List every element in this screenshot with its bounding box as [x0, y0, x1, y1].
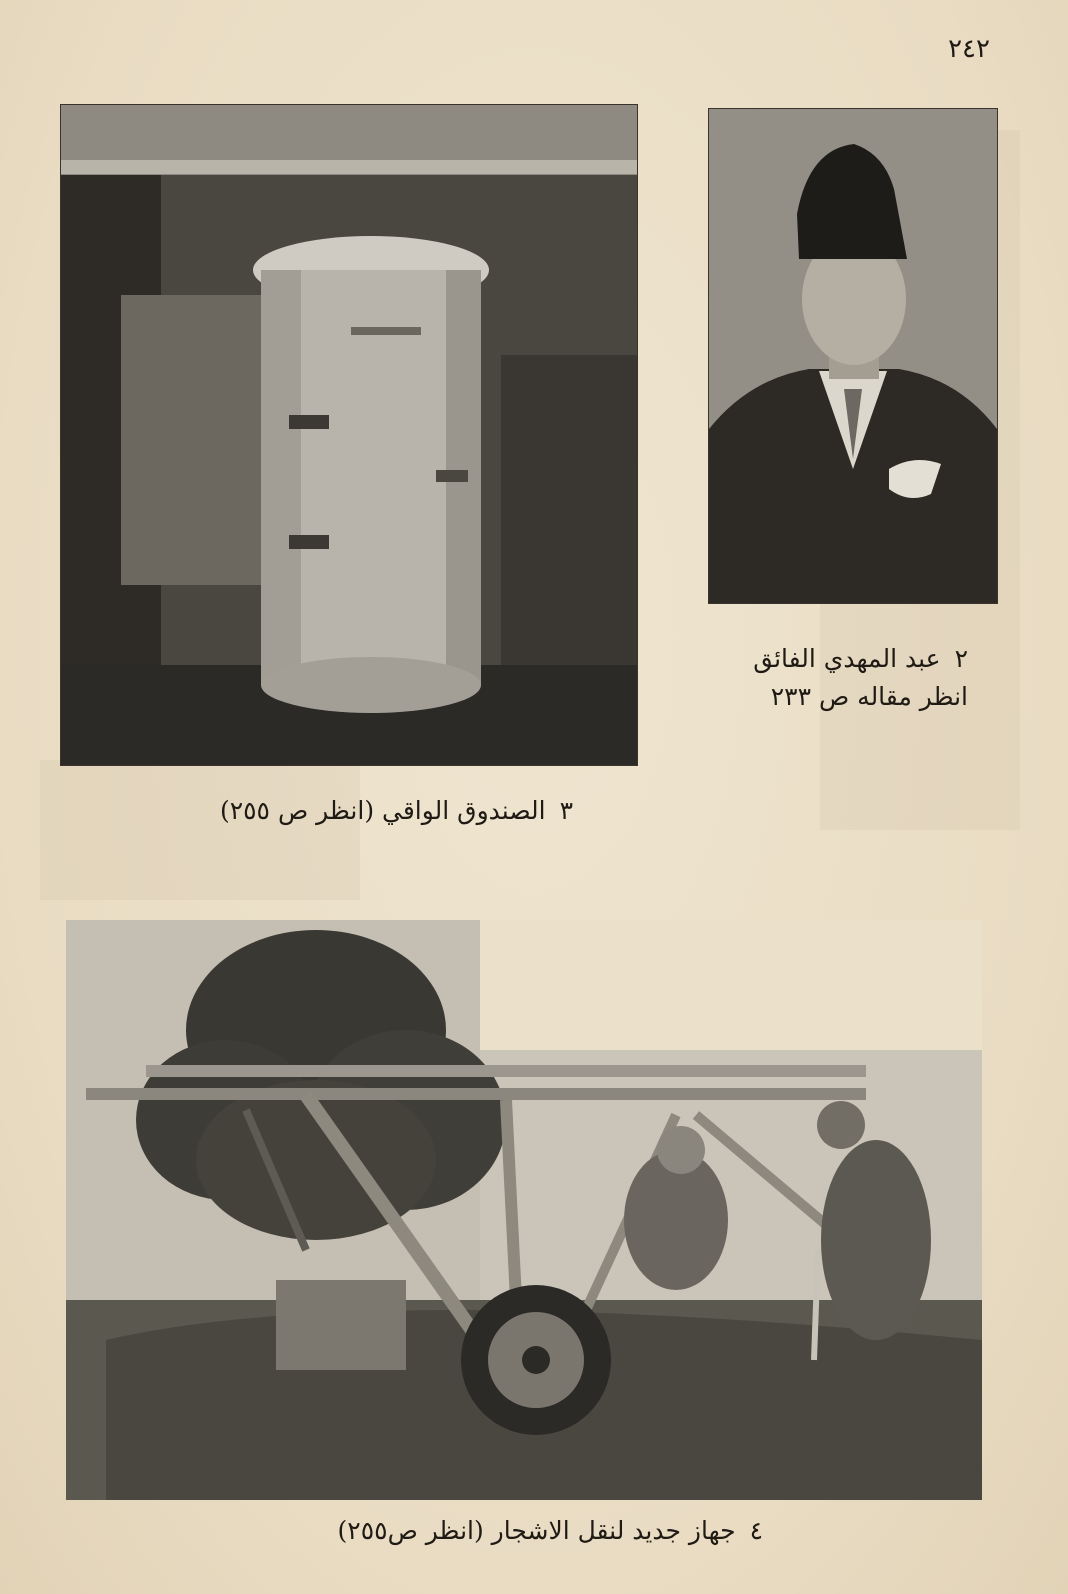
- figure-3-number: ٣: [559, 796, 573, 825]
- figure-4-text: جهاز جديد لنقل الاشجار (انظر ص٢٥٥): [337, 1516, 736, 1545]
- figure-3-text: الصندوق الواقي (انظر ص ٢٥٥): [219, 796, 546, 825]
- figure-3-caption: [220, 792, 573, 830]
- safe-box-photo: [60, 104, 638, 766]
- portrait-photo: [708, 108, 998, 604]
- tree-mover-photo: [66, 920, 982, 1500]
- figure-4-caption: [338, 1512, 763, 1550]
- figure-4-number: ٤: [749, 1516, 763, 1545]
- page-number: ٢٤٢: [948, 34, 990, 64]
- bleed-through-text: [40, 760, 360, 900]
- figure-2-name: عبد المهدي الفائق: [753, 644, 941, 673]
- figure-2-title-line: [753, 640, 968, 678]
- figure-2-number: ٢: [954, 644, 968, 673]
- figure-2-ref: انظر مقاله ص ٢٣٣: [770, 682, 968, 711]
- figure-2-caption: [753, 640, 968, 716]
